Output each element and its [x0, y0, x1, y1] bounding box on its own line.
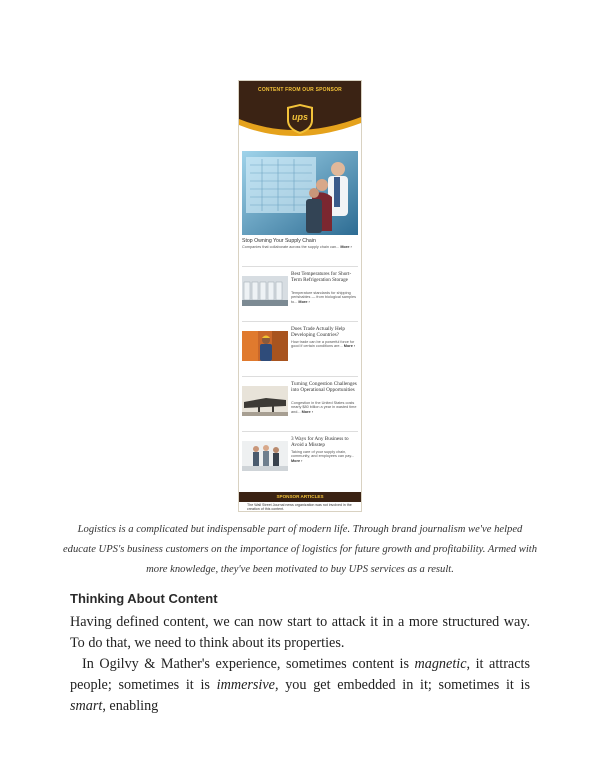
ad-story-more-link[interactable]: More › — [291, 458, 303, 463]
ad-story-title[interactable]: 3 Ways for Any Business to Avoid a Misstep — [291, 436, 349, 448]
refrigeration-thumbnail — [242, 276, 288, 306]
ad-story-more-link[interactable]: More › — [301, 409, 313, 414]
ad-story-desc — [291, 291, 358, 304]
ad-story-desc — [291, 401, 358, 414]
section-heading: Thinking About Content — [70, 591, 218, 606]
ad-story-more-link[interactable]: More › — [298, 299, 310, 304]
ad-story-item[interactable] — [242, 326, 358, 378]
ad-divider — [242, 321, 358, 322]
ad-header-label: CONTENT FROM OUR SPONSOR — [258, 87, 342, 93]
ad-story-desc-text: Congestion in the United States costs nearly $80 billion a year in wasted time and... — [291, 401, 357, 414]
ad-story-more-link[interactable]: More › — [343, 344, 356, 349]
ups-logo-text: ups — [291, 112, 308, 122]
ad-disclaimer: The Wall Street Journal news organization was not involved in the creation of this content. — [247, 503, 352, 512]
trade-worker-thumbnail — [242, 331, 288, 361]
emphasis-smart: smart — [70, 698, 103, 714]
ad-hero-image[interactable] — [242, 151, 358, 235]
ad-story-item[interactable] — [242, 271, 358, 323]
paragraph-text: , you get embedded in it; sometimes it is — [274, 677, 530, 693]
ad-feature-desc-text: Companies that collaborate across the supply chain can... — [242, 245, 340, 249]
ad-feature-more-link[interactable]: More › — [340, 245, 352, 249]
ad-story-desc — [291, 340, 358, 349]
ad-divider — [242, 376, 358, 377]
sponsor-ad — [238, 80, 362, 512]
ad-story-title[interactable]: Does Trade Actually Help Developing Countries? — [291, 326, 346, 338]
body-paragraph: Having defined content, we can now start to attack it in a more structured way. To do that, we need to think about its properties. — [70, 614, 530, 651]
ad-feature-desc — [242, 245, 358, 250]
supply-chain-photo — [242, 151, 358, 235]
ad-feature-title[interactable]: Stop Owning Your Supply Chain — [242, 238, 316, 244]
paragraph-text: , enabling — [102, 698, 159, 714]
paragraph-text: , it attracts people; sometimes it is — [70, 656, 530, 693]
ad-story-item[interactable] — [242, 381, 358, 433]
business-people-thumbnail — [242, 441, 288, 471]
ad-story-desc — [291, 450, 358, 463]
ad-footer-bar — [239, 492, 361, 502]
ad-story-title[interactable]: Best Temperatures for Short-Term Refrigeration Storage — [291, 271, 352, 283]
ad-divider — [242, 266, 358, 267]
ad-story-item[interactable] — [242, 436, 358, 488]
ad-story-desc-text: Temperature standards for shipping perishables — from biological samples to... — [291, 291, 356, 304]
ad-story-title[interactable]: Turning Congestion Challenges into Operational Opportunities — [291, 381, 357, 393]
ad-footer-brand[interactable]: SPONSOR ARTICLES — [276, 494, 324, 499]
emphasis-immersive: immersive — [216, 677, 275, 693]
ad-divider — [242, 431, 358, 432]
congestion-thumbnail — [242, 386, 288, 416]
ad-story-desc-text: Taking care of your supply chain, community, and employees can pay... — [291, 450, 355, 459]
figure-caption: Logistics is a complicated but indispensable part of modern life. Through brand journalism we've helped educate UPS's business customers on the importance of logistics for future growth and profitability. Armed with more knowledge, they've been motivated to buy UPS services as a result. — [62, 524, 538, 575]
paragraph-text: In Ogilvy & Mather's experience, sometimes content is — [82, 656, 415, 672]
emphasis-magnetic: magnetic — [414, 656, 467, 672]
ad-story-desc-text: How trade can be a powerful force for good if certain conditions are... — [291, 340, 355, 349]
body-paragraph — [70, 654, 530, 717]
ad-header — [239, 81, 361, 147]
